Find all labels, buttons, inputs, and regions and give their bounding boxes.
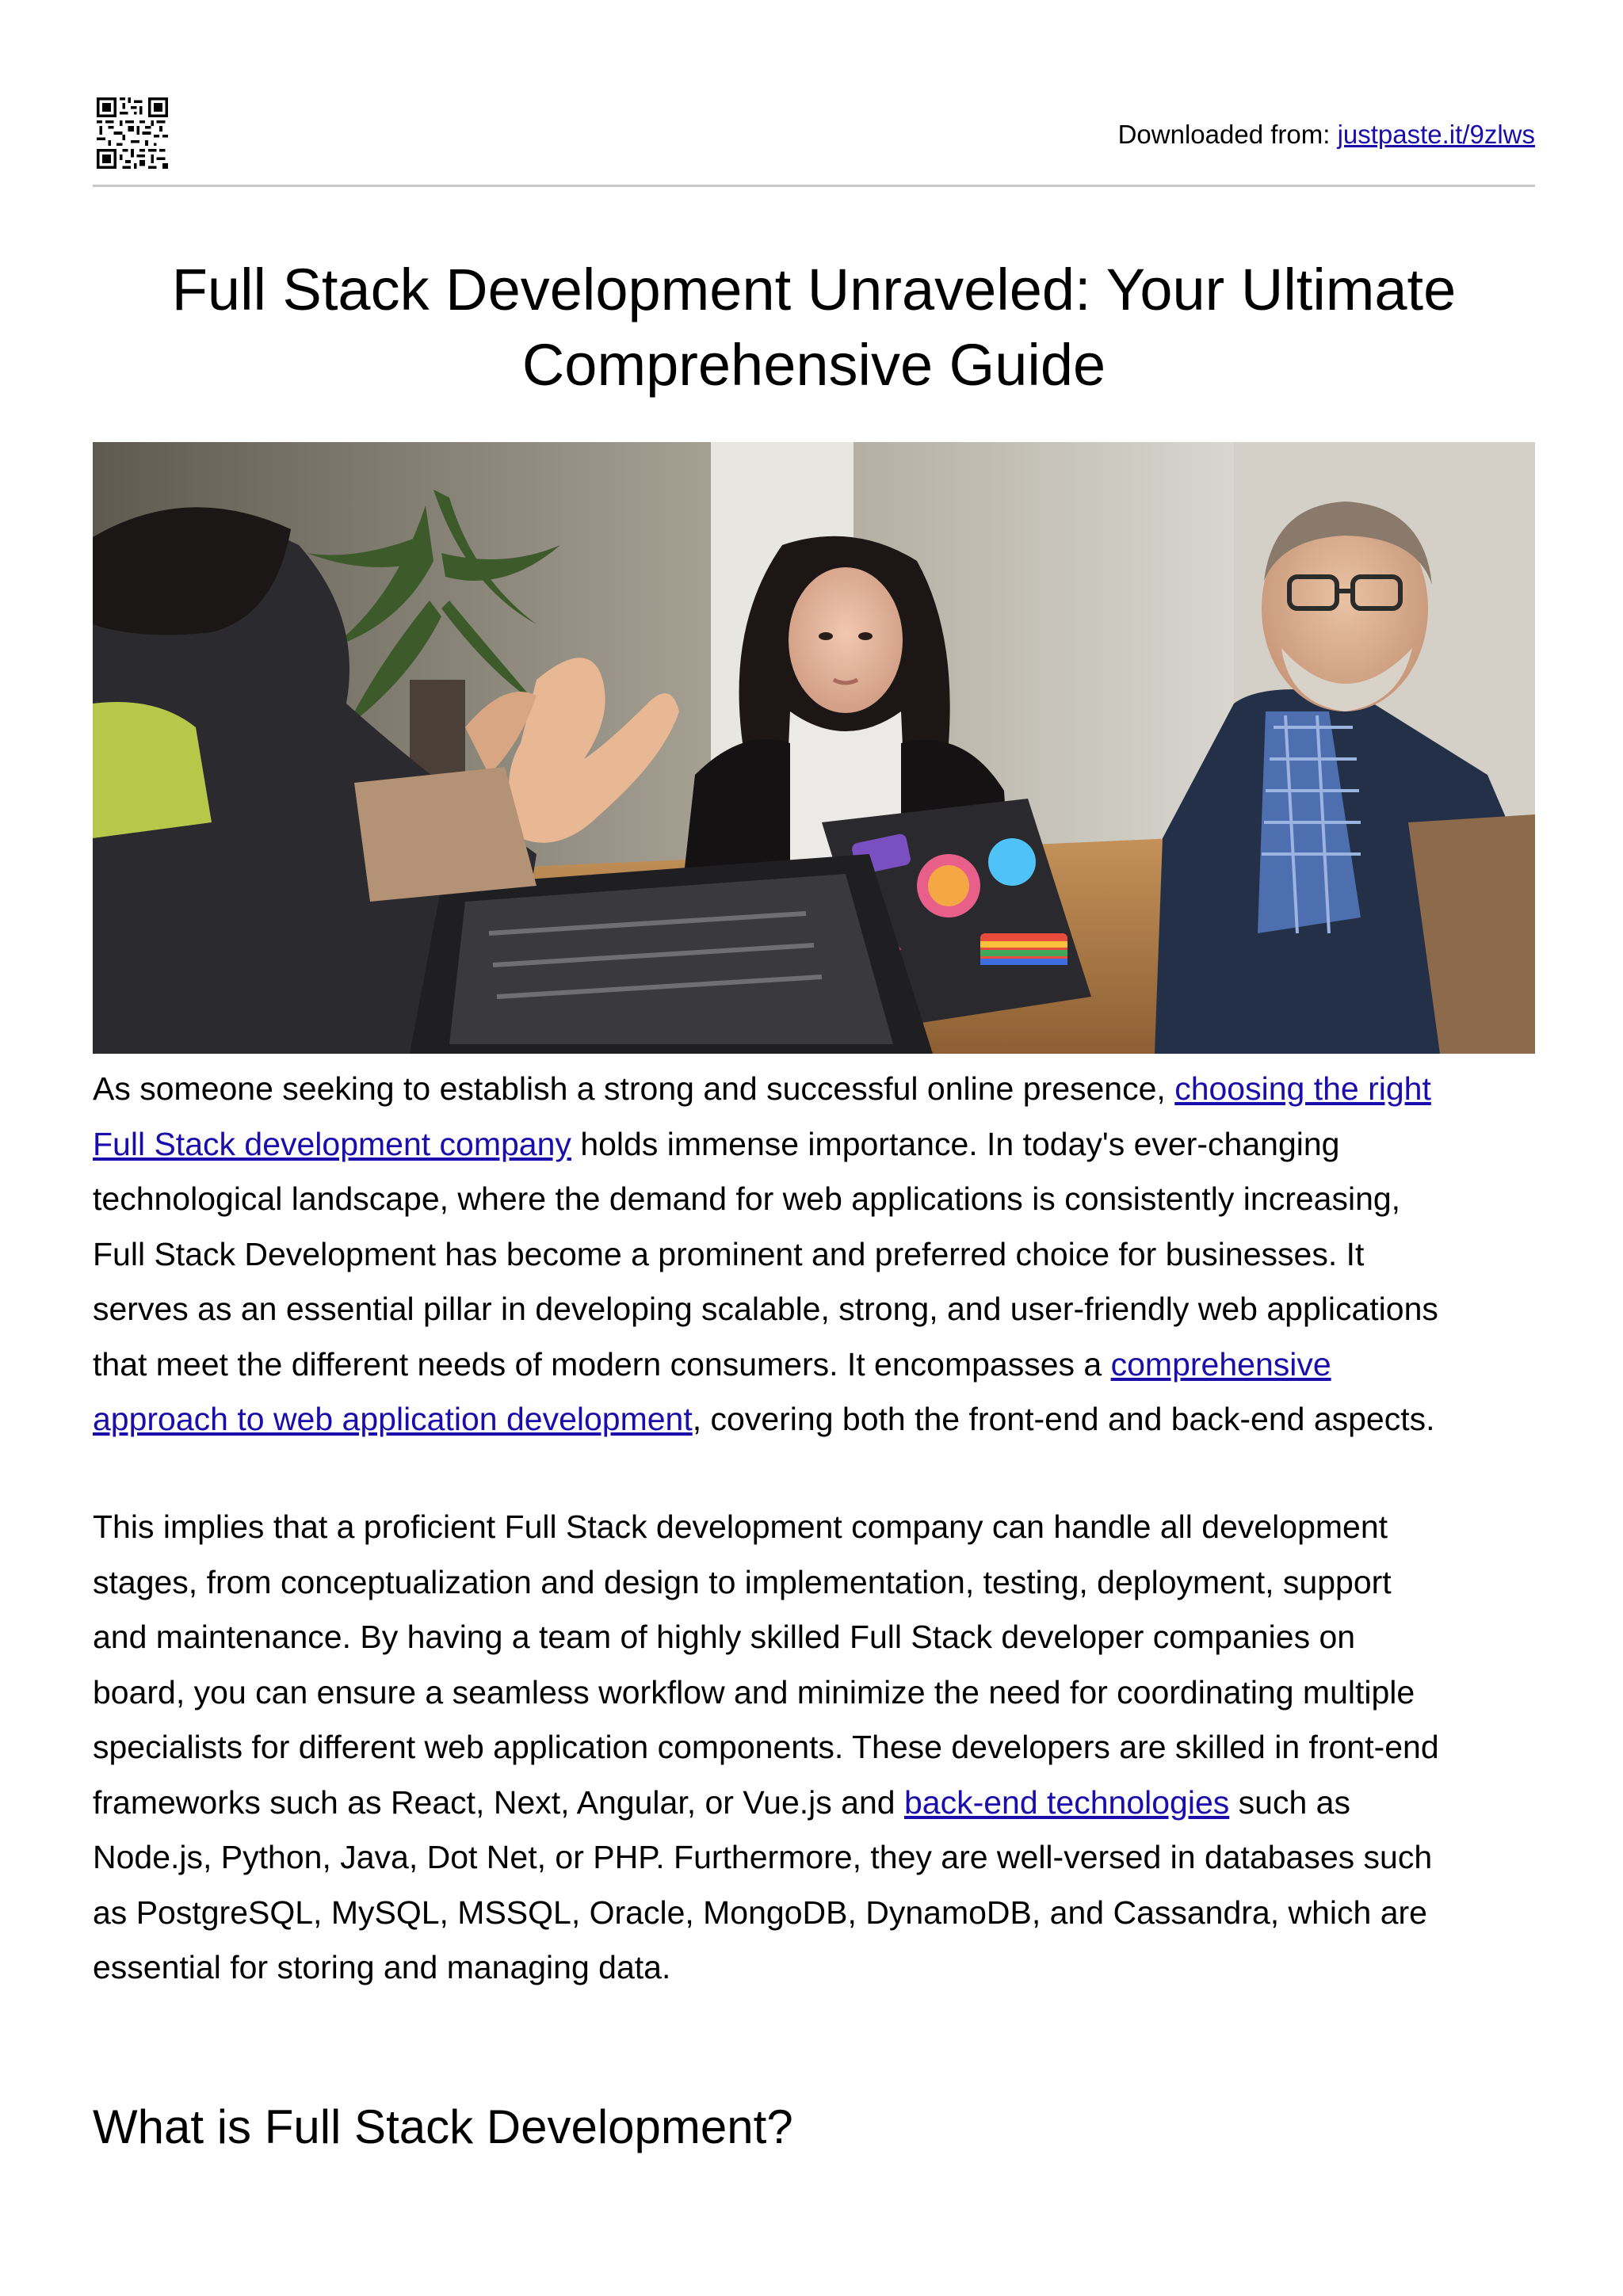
p2-line-4: board, you can ensure a seamless workflow and minimize the need for coordinating multiple: [93, 1673, 1415, 1711]
p2-text-6-tail: such as: [1229, 1783, 1350, 1821]
title-line-2: Comprehensive Guide: [521, 332, 1106, 398]
qr-code-icon: [97, 97, 168, 169]
p1-line-7: [93, 1392, 1535, 1447]
downloaded-label: Downloaded from:: [1117, 120, 1338, 149]
title-line-1: Full Stack Development Unraveled: Your Ultimate: [171, 257, 1457, 322]
p1-line-6: [93, 1337, 1535, 1393]
p2-line-2: stages, from conceptualization and design to implementation, testing, deployment, support: [93, 1563, 1392, 1600]
p1-line-2: [93, 1117, 1535, 1173]
section-heading: What is Full Stack Development?: [93, 2100, 793, 2153]
link-comprehensive-approach-2[interactable]: approach to web application development: [93, 1401, 693, 1437]
p2-line-8: as PostgreSQL, MySQL, MSSQL, Oracle, MongoDB, DynamoDB, and Cassandra, which are: [93, 1894, 1427, 1931]
p2-line-6: [93, 1775, 1535, 1831]
p2-line-1: This implies that a proficient Full Stack development company can handle all development: [93, 1508, 1388, 1545]
source-link[interactable]: justpaste.it/9zlws: [1337, 120, 1535, 149]
p1-text-1: As someone seeking to establish a strong and successful online presence,: [93, 1070, 1175, 1107]
p1-line-3: technological landscape, where the demand for web applications is consistently increasing,: [93, 1180, 1401, 1217]
link-comprehensive-approach-1[interactable]: comprehensive: [1110, 1345, 1331, 1383]
p2-line-5: specialists for different web application components. These developers are skilled in front-end: [93, 1729, 1439, 1765]
page-header: [93, 97, 1535, 185]
p1-text-2: holds immense importance. In today's ever-changing: [571, 1125, 1340, 1162]
p2-line-3: and maintenance. By having a team of highly skilled Full Stack developer companies on: [93, 1619, 1356, 1655]
header-divider: [93, 185, 1535, 187]
p1-text-6: that meet the different needs of modern consumers. It encompasses a: [93, 1345, 1111, 1383]
meeting-photo: [93, 442, 1535, 1054]
link-back-end-technologies[interactable]: back-end technologies: [903, 1783, 1230, 1821]
paragraph-1: [93, 1062, 1535, 1447]
p1-line-4: Full Stack Development has become a prominent and preferred choice for businesses. It: [93, 1235, 1365, 1272]
page-title: [93, 252, 1535, 402]
p2-line-7: Node.js, Python, Java, Dot Net, or PHP. Furthermore, they are well-versed in databases such: [93, 1839, 1433, 1875]
p1-text-7: , covering both the front-end and back-end aspects.: [692, 1401, 1435, 1437]
p1-line-1: [93, 1062, 1535, 1117]
p2-line-9: essential for storing and managing data.: [93, 1949, 671, 1985]
link-choosing-right-company[interactable]: choosing the right: [1174, 1070, 1431, 1107]
hero-image: [93, 442, 1535, 1054]
p2-text-6: frameworks such as React, Next, Angular, or Vue.js and: [93, 1783, 904, 1821]
paragraph-2: [93, 1500, 1535, 1996]
p1-line-5: serves as an essential pillar in developing scalable, strong, and user-friendly web applications: [93, 1291, 1438, 1327]
downloaded-from: [1118, 119, 1535, 151]
link-full-stack-company[interactable]: Full Stack development company: [93, 1125, 571, 1162]
